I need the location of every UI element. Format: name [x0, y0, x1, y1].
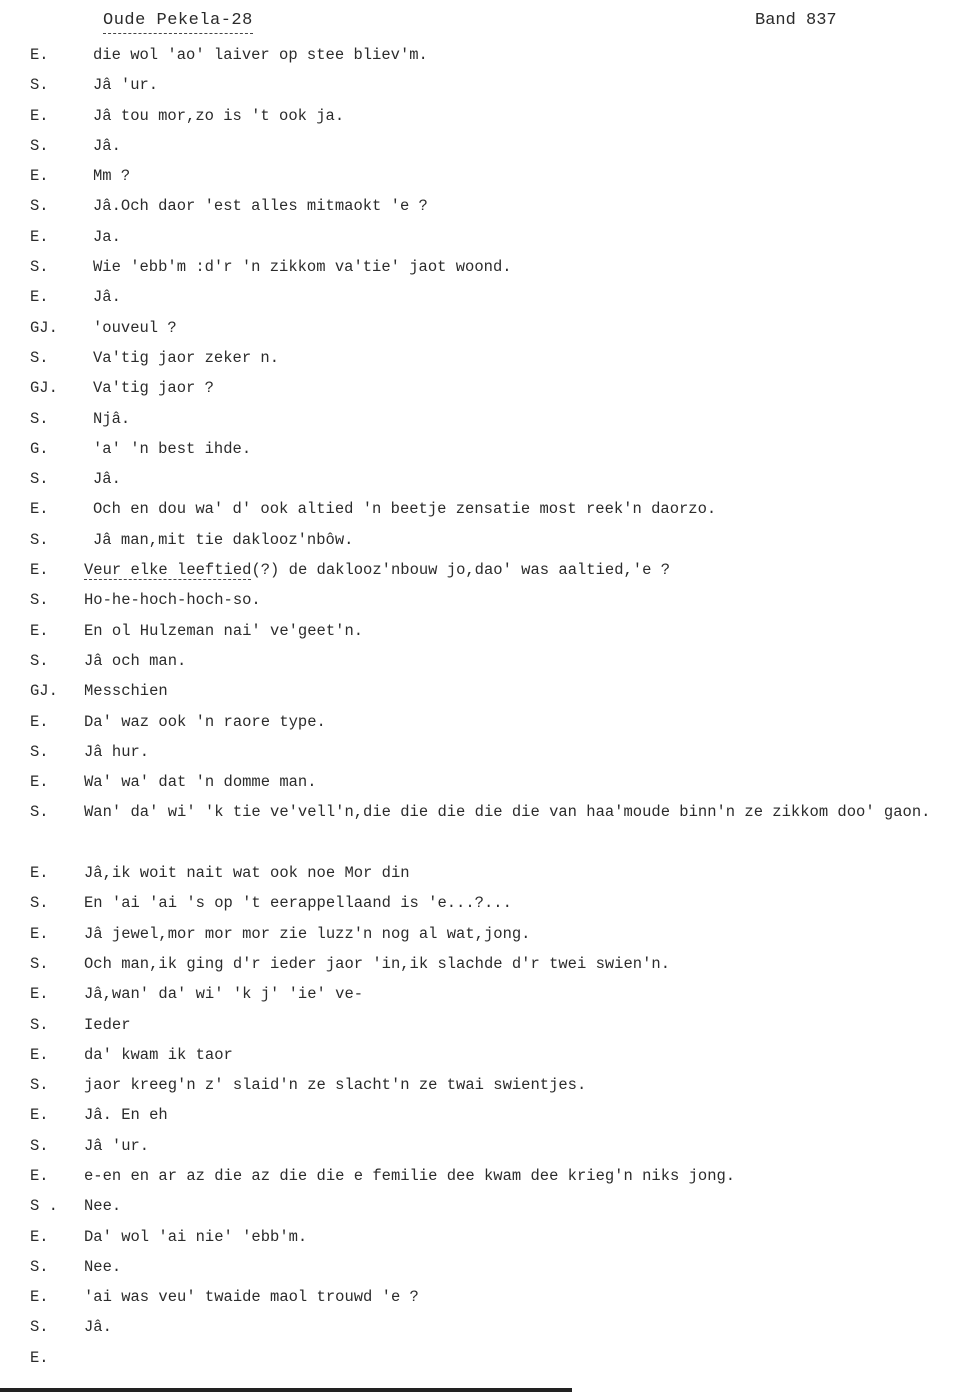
speaker-label: E.	[30, 1106, 49, 1125]
utterance-text: Jâ,ik woit nait wat ook noe Mor din	[84, 864, 410, 883]
utterance-text: Jâ tou mor,zo is 't ook ja.	[93, 106, 345, 125]
speaker-label: E.	[30, 1045, 49, 1064]
utterance-text: e-en en ar az die az die die e femilie dee kwam dee krieg'n niks jong.	[84, 1166, 736, 1185]
utterance-rest: (?) de daklooz'nbouw jo,dao' was aaltied,'e ?	[251, 561, 671, 580]
utterance-text: Va'tig jaor ?	[93, 379, 214, 398]
utterance-text: 'ouveul ?	[93, 318, 177, 337]
transcript-line	[0, 161, 973, 191]
band-number: Band 837	[755, 11, 837, 30]
speaker-label: E.	[30, 46, 49, 64]
utterance-text: Wan' da' wi' 'k tie ve'vell'n,die die die die die van haa'moude binn'n ze zikkom doo' gaon.	[84, 803, 931, 822]
transcript-line	[0, 767, 973, 797]
transcript-line	[0, 1100, 973, 1130]
transcript-line	[0, 40, 973, 70]
speaker-label: E.	[30, 924, 49, 943]
speaker-label: S.	[30, 954, 49, 973]
utterance-text: Jâ. En eh	[84, 1106, 168, 1125]
transcript-line	[0, 979, 973, 1009]
transcript-line	[0, 676, 973, 706]
speaker-label: S.	[30, 197, 49, 216]
utterance-text: Nee.	[84, 1197, 122, 1216]
transcript-line	[0, 1222, 973, 1252]
speaker-label: S.	[30, 409, 49, 428]
utterance-text: Jâ.	[93, 288, 121, 307]
transcript-line	[0, 1312, 973, 1342]
transcript-line	[0, 131, 973, 161]
speaker-label: S.	[30, 1136, 49, 1155]
utterance-text: Mm ?	[93, 167, 131, 186]
transcript-line	[0, 343, 973, 373]
utterance-text: En ol Hulzeman nai' ve'geet'n.	[84, 621, 364, 640]
utterance-text: Da' waz ook 'n raore type.	[84, 712, 326, 731]
transcript-line	[0, 1343, 973, 1373]
transcript-line	[0, 1040, 973, 1070]
transcript-line	[0, 313, 973, 343]
speaker-label: GJ.	[30, 682, 58, 701]
utterance-text: En 'ai 'ai 's op 't eerappellaand is 'e...?...	[84, 894, 512, 913]
utterance-text: Ja.	[93, 227, 121, 246]
bottom-rule	[0, 1388, 572, 1392]
utterance-text: Och man,ik ging d'r ieder jaor 'in,ik slachde d'r twei swien'n.	[84, 954, 670, 973]
speaker-label: G.	[30, 439, 49, 458]
page-title: Oude Pekela-28	[103, 10, 253, 34]
speaker-label: S.	[30, 1076, 49, 1095]
transcript-line	[0, 525, 973, 555]
transcript-line	[0, 797, 973, 858]
transcript-line	[0, 1131, 973, 1161]
utterance-text: Da' wol 'ai nie' 'ebb'm.	[84, 1227, 308, 1246]
utterance-text: da' kwam ik taor	[84, 1045, 233, 1064]
utterance-text: Jâ 'ur.	[93, 76, 159, 95]
transcript-line	[0, 434, 973, 464]
transcript-line	[0, 858, 973, 888]
speaker-label: E.	[30, 227, 49, 246]
speaker-label: E.	[30, 167, 49, 186]
transcript-line	[0, 404, 973, 434]
utterance-text: Jâ och man.	[84, 651, 187, 670]
speaker-label: E.	[30, 985, 49, 1004]
speaker-label: S.	[30, 136, 49, 155]
utterance-text: Messchien	[84, 682, 168, 701]
utterance-text: Jâ,wan' da' wi' 'k j' 'ie' ve-	[84, 985, 364, 1004]
speaker-label: E.	[30, 1288, 49, 1307]
speaker-label: E.	[30, 106, 49, 125]
transcript-line	[0, 1252, 973, 1282]
transcript-line	[0, 919, 973, 949]
utterance-text: Jâ man,mit tie daklooz'nbôw.	[93, 530, 354, 549]
speaker-label: E.	[30, 500, 49, 519]
utterance-text: Wie 'ebb'm :d'r 'n zikkom va'tie' jaot woond.	[93, 258, 512, 277]
utterance-text: Wa' wa' dat 'n domme man.	[84, 773, 317, 792]
utterance-text: Nee.	[84, 1257, 122, 1276]
transcript-line	[0, 252, 973, 282]
transcript-line	[0, 494, 973, 524]
transcript-line	[0, 70, 973, 100]
utterance-text: Ieder	[84, 1015, 131, 1034]
speaker-label: GJ.	[30, 379, 58, 398]
transcript-line	[0, 1282, 973, 1312]
utterance-text: Jâ 'ur.	[84, 1136, 150, 1155]
transcript-line	[0, 616, 973, 646]
speaker-label: S.	[30, 258, 49, 277]
transcript-line	[0, 1161, 973, 1191]
transcript-line	[0, 1010, 973, 1040]
speaker-label: E.	[30, 288, 49, 307]
transcript-line	[0, 707, 973, 737]
transcript-line	[0, 1070, 973, 1100]
utterance-text: Jâ.	[84, 1318, 112, 1337]
utterance-text: 'ai was veu' twaide maol trouwd 'e ?	[84, 1288, 419, 1307]
transcript-line	[0, 101, 973, 131]
speaker-label: E.	[30, 1227, 49, 1246]
speaker-label: E.	[30, 864, 49, 883]
speaker-label: E.	[30, 1166, 49, 1185]
speaker-label: S.	[30, 76, 49, 95]
transcript-line	[0, 737, 973, 767]
speaker-label: S.	[30, 742, 49, 761]
utterance-text: Njâ.	[93, 409, 131, 428]
transcript-line	[0, 646, 973, 676]
underlined-phrase: Veur elke leeftied	[84, 561, 252, 580]
utterance-text: Jâ hur.	[84, 742, 150, 761]
utterance-text: Jâ.Och daor 'est alles mitmaokt 'e ?	[93, 197, 428, 216]
speaker-label: E.	[30, 1348, 49, 1367]
speaker-label: S.	[30, 530, 49, 549]
speaker-label: S.	[30, 651, 49, 670]
transcript-line	[0, 464, 973, 494]
transcript-line	[0, 282, 973, 312]
speaker-label: S.	[30, 348, 49, 367]
utterance-text: Va'tig jaor zeker n.	[93, 348, 280, 367]
speaker-label: E.	[30, 712, 49, 731]
speaker-label: E.	[30, 561, 49, 580]
speaker-label: E.	[30, 621, 49, 640]
speaker-label: GJ.	[30, 318, 58, 337]
utterance-text: Jâ.	[93, 136, 121, 155]
speaker-label: S .	[30, 1197, 58, 1216]
utterance-text: Jâ jewel,mor mor mor zie luzz'n nog al wat,jong.	[84, 924, 531, 943]
speaker-label: S.	[30, 894, 49, 913]
utterance-text: Ho-he-hoch-hoch-so.	[84, 591, 261, 610]
utterance-text: jaor kreeg'n z' slaid'n ze slacht'n ze twai swientjes.	[84, 1076, 587, 1095]
transcript-line	[0, 888, 973, 918]
transcript-line	[0, 585, 973, 615]
speaker-label: S.	[30, 1257, 49, 1276]
speaker-label: S.	[30, 803, 49, 822]
utterance-text: Och en dou wa' d' ook altied 'n beetje zensatie most reek'n daorzo.	[93, 500, 717, 519]
transcript-line	[0, 222, 973, 252]
speaker-label: S.	[30, 1015, 49, 1034]
utterance-text: Jâ.	[93, 470, 121, 489]
transcript-line	[0, 191, 973, 221]
utterance-text: die wol 'ao' laiver op stee bliev'm.	[93, 46, 428, 64]
utterance-text: 'a' 'n best ihde.	[93, 439, 252, 458]
speaker-label: S.	[30, 1318, 49, 1337]
speaker-label: S.	[30, 470, 49, 489]
speaker-label: S.	[30, 591, 49, 610]
transcript-line	[0, 555, 973, 585]
transcript-body	[0, 40, 973, 1373]
speaker-label: E.	[30, 773, 49, 792]
utterance-text	[84, 555, 962, 585]
transcript-line	[0, 373, 973, 403]
transcript-line	[0, 949, 973, 979]
transcript-line	[0, 1191, 973, 1221]
